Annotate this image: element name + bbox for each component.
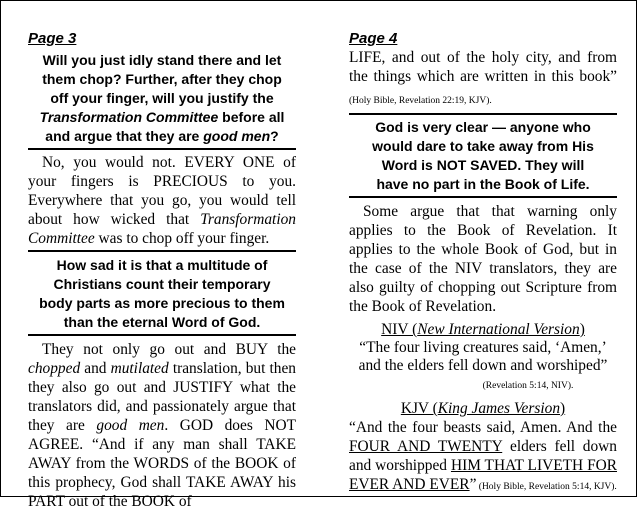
divider [349, 113, 617, 115]
callout-how-sad: How sad it is that a multitude of Christians count their temporary body parts as more precious to them than the eternal Word of God. [39, 257, 285, 330]
kjv-quote: “And the four beasts said, Amen. And the FOUR AND TWENTY elders fell down and worshipped HIM THAT LIVETH FOR EVER AND EVER” (Holy Bible, Revelation 5:14, KJV). [349, 419, 618, 493]
page-3-column [28, 1, 296, 511]
divider [28, 148, 296, 150]
callout-god-clear: God is very clear — anyone who would dare to take away from His Word is NOT SAVED. They will have no part in the Book of Life. [372, 119, 594, 192]
niv-quote: “The four living creatures said, ‘Amen,’ and the elders fell down and worshiped” (Revelation 5:14, NIV). [358, 339, 608, 391]
page-4-column [349, 1, 617, 497]
divider [28, 250, 296, 252]
kjv-heading: KJV (King James Version) [400, 400, 566, 417]
page-label: Page 4 [349, 30, 398, 47]
paragraph-fingers: No, you would not. EVERY ONE of your fingers is PRECIOUS to you. Everywhere that you go, you would tell about how wicked that Transformation Committee was to chop off your finger. [28, 154, 296, 247]
callout-chop: Will you just idly stand there and let them chop? Further, after they chop off your finger, will you justify the Transformation Committee before all and argue that they are good men? [39, 52, 285, 144]
page-label: Page 3 [28, 30, 77, 47]
divider [349, 196, 617, 198]
paragraph-buy-chopped: They not only go out and BUY the chopped and mutilated translation, but then they also go out and JUSTIFY what the translators did, and passionately argue that they are good men. GOD does NOT AGREE. “And if any man shall TAKE AWAY from the WORDS of the BOOK of this prophecy, God shall TAKE AWAY his PART out of the BOOK of [28, 341, 296, 510]
divider [28, 334, 296, 336]
paragraph-book-of-life: LIFE, and out of the holy city, and from the things which are written in this book” (Holy Bible, Revelation 22:19, KJV). [349, 49, 617, 106]
niv-heading: NIV (New International Version) [381, 321, 585, 338]
paragraph-some-argue: Some argue that that warning only applies to the Book of Revelation. It applies to the whole Book of God, but in the case of the NIV translators, they are also guilty of chopping out Scripture from the Book of Revelation. [349, 203, 617, 315]
